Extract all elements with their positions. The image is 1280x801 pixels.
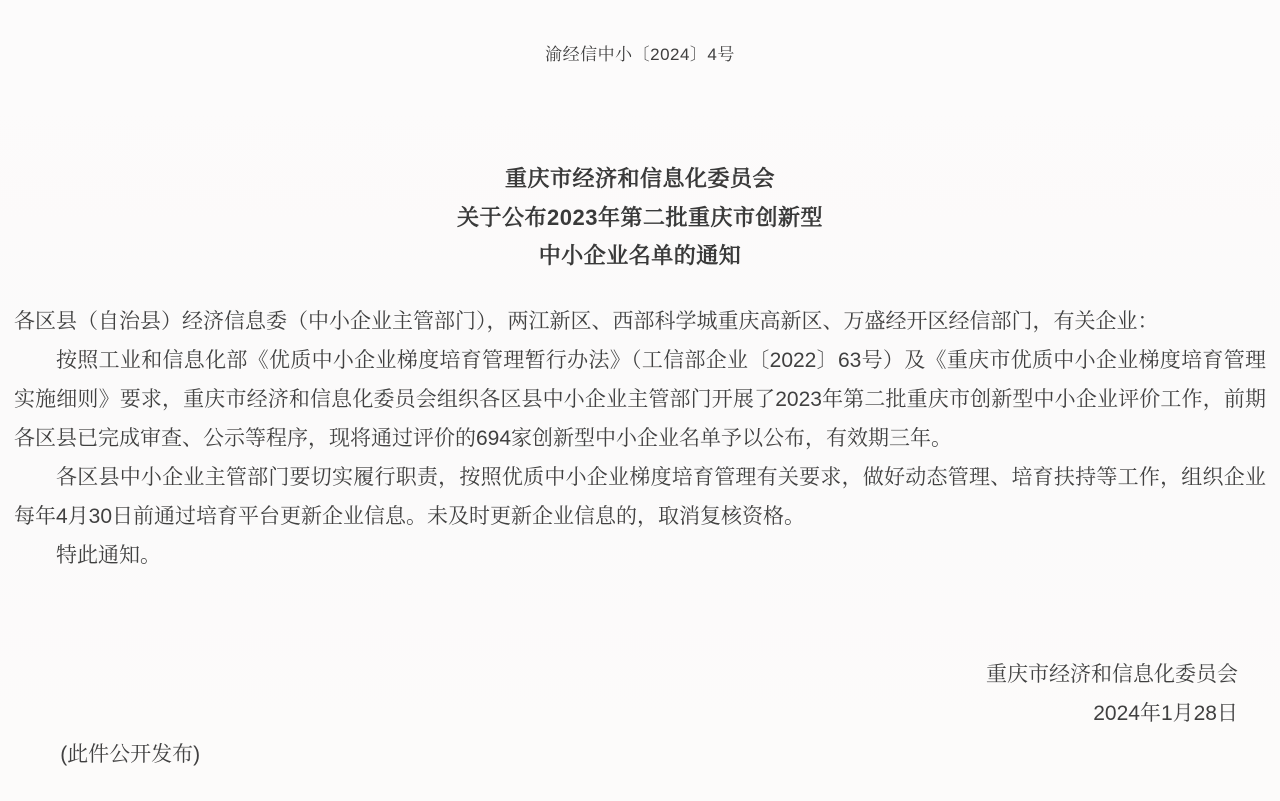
doc-number: 渝经信中小〔2024〕4号 xyxy=(545,45,735,64)
salutation: 各区县（自治县）经济信息委（中小企业主管部门），两江新区、西部科学城重庆高新区、万盛经开区经信部门，有关企业： xyxy=(14,309,1159,333)
signature-block xyxy=(14,655,1266,733)
signature-issuer: 重庆市经济和信息化委员会 xyxy=(986,662,1238,686)
footer-note: (此件公开发布) xyxy=(60,742,201,766)
paragraph-1: 按照工业和信息化部《优质中小企业梯度培育管理暂行办法》（工信部企业〔2022〕63号）及《重庆市优质中小企业梯度培育管理实施细则》要求，重庆市经济和信息化委员会组织各区县中小企业主管部门开展了2023年第二批重庆市创新型中小企业评价工作，前期各区县已完成审查、公示等程序，现将通过评价的694家创新型中小企业名单予以公布，有效期三年。 xyxy=(14,348,1266,450)
notice-title xyxy=(14,160,1266,276)
title-line-issuer: 重庆市经济和信息化委员会 xyxy=(504,166,775,191)
signature-date: 2024年1月28日 xyxy=(1093,701,1238,725)
paragraph-2: 各区县中小企业主管部门要切实履行职责，按照优质中小企业梯度培育管理有关要求，做好动态管理、培育扶持等工作，组织企业每年4月30日前通过培育平台更新企业信息。未及时更新企业信息的，取消复核资格。 xyxy=(14,465,1266,528)
notice-body xyxy=(14,302,1266,575)
paragraph-closing: 特此通知。 xyxy=(56,543,161,567)
title-line-subject-2: 中小企业名单的通知 xyxy=(538,243,742,268)
title-line-subject-1: 关于公布2023年第二批重庆市创新型 xyxy=(457,204,823,230)
